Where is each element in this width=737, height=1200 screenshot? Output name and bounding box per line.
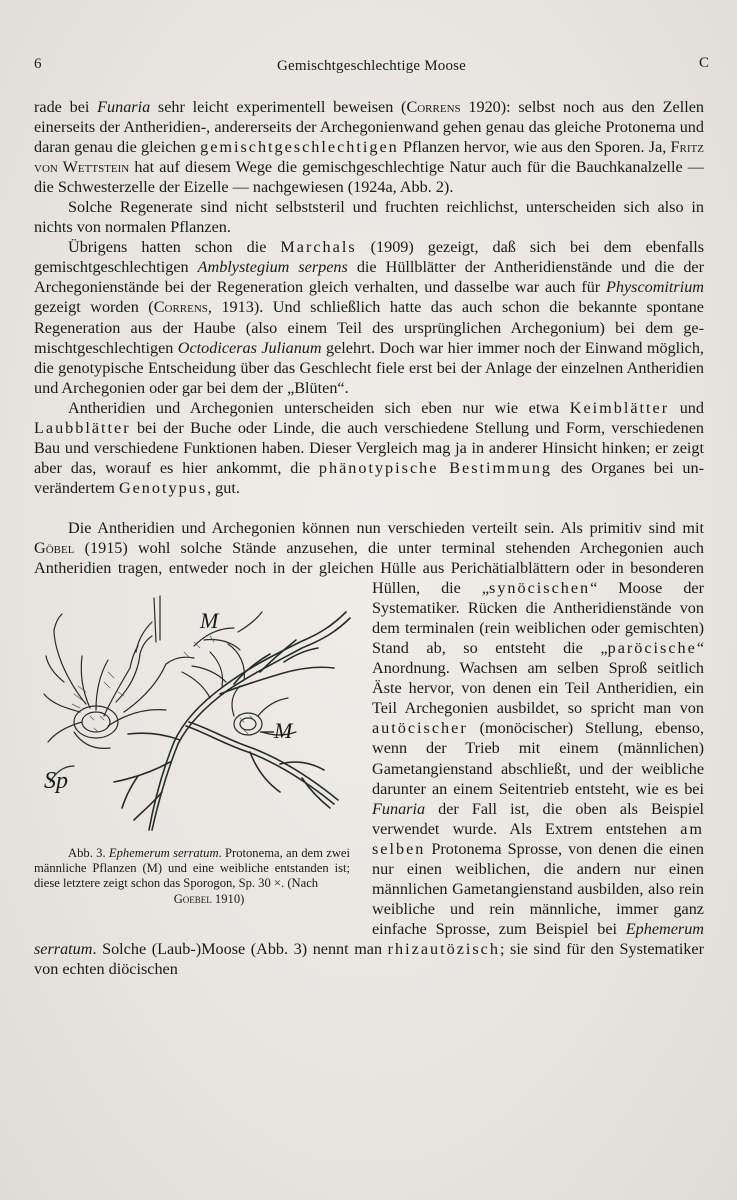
label-male-1: M [200,608,219,634]
genus-name: Funaria [97,98,151,116]
signature-mark: C [698,55,709,71]
text-run: gezeigt worden ( [34,298,154,317]
caption-author: Goebel [173,891,212,906]
spaced-term: gemischtgeschlechtigen [200,138,399,157]
text-run: “ Anordnung. Wachsen am selben Sproß seitlich Äste hervor, von denen ein Teil Antheridien, ein Teil Archegonien ausbildet, so spricht man von [372,639,704,718]
paragraph-3 [34,237,704,397]
text-run: (1915) wohl solche Stände anzusehen, die unter terminal stehenden Archegonien auch Antheridien tragen, entweder noch in der gleichen Hülle aus Perichätialblättern oder in besonderen Hüllen, die „ [34,538,704,598]
author-name: Marchals [280,238,357,257]
author-name: Göbel [34,538,75,557]
genus-name: Physcomitrium [605,278,704,297]
text-run: “ Moose der Systematiker. Rücken die Antheridienstände von dem terminalen (rein weiblichen oder gemischten) Stand ab, so entsteht die „ [372,579,704,658]
text-run: (1909) gezeigt, daß sich bei dem ebenfalls gemischtgeschlechtigen [34,238,704,277]
spaced-term: synöcischen [489,579,591,598]
moss-illustration [34,582,356,844]
text-run: bei der Buche oder Linde, die auch verschiedene Stellung und Form, verschiedenen Bau und verschiedene Funktionen haben. Dieser Vergleich mag ja in anderer Hinsicht hinken; er zeigt aber das, worauf es hier ankommt, die [34,418,704,477]
spaced-term: autöcischer [372,719,468,738]
caption-year: 1910) [211,891,245,906]
text-run: rade bei [34,98,98,116]
species-name: Amblystegium serpens [197,258,348,277]
caption-species: Ephemerum serratum [108,846,219,861]
text-run: Antheridien und Archegonien unterscheiden sich eben nur wie etwa [68,398,570,417]
author-name: Correns [406,98,461,116]
text-run: gelehrt. Doch war hier immer noch der Einwand möglich, die genotypische Entscheidung über das Geschlecht fiele erst bei der Anlage der einzelnen Antheridien und Archegonien oder gar bei dem der „Blüten“. [34,338,704,397]
spaced-term: Genotypus [118,478,208,497]
text-run: ; sie sind für den Systematiker von echten diöcischen [34,939,705,978]
paragraph-4 [34,398,704,498]
text-run: hat auf diesem Wege die gemischgeschlechtige Natur auch für die Bauchkanalzelle — die Schwesterzelle der Eizelle — nachgewiesen (1924a, Abb. 2). [34,158,704,197]
caption-text: . Protonema, an dem zwei männliche Pflanzen (M) und eine weibliche entstanden ist; diese letztere zeigt schon das Sporogon, Sp. 30 ×. (Nach [34,846,351,891]
author-name: Correns [153,298,208,317]
figure-caption [34,846,350,907]
spaced-term: Laubblätter [34,418,131,437]
text-run: . Solche (Laub-)Moose (Abb. 3) nennt man [92,939,388,958]
text-run: Die Antheridien und Archegonien können nun verschieden verteilt sein. Als primitiv sind mit [68,518,704,537]
paragraph-2: Solche Regenerate sind nicht selbststeril und fruchten reichlichst, unterscheiden sich also in nichts von normalen Pflanzen. [34,198,704,237]
text-run: der Fall ist, die oben als Beispiel verwendet wurde. Als Extrem entstehen [372,799,704,838]
caption-label: Abb. 3. [68,846,109,861]
text-run: die Hüllblätter der Antheridienstände und die der Archegonienstände bei der Regeneration gleich verhalten, und dasselbe war auch für [34,258,704,297]
spaced-term: phänotypische Bestimmung [318,458,553,477]
text-run: , gut. [207,478,240,497]
text-run: des Organes bei unverändertem [34,458,704,497]
running-title: Gemischtgeschlechtige Moose [276,58,467,74]
body-text [34,97,704,979]
page-header [34,50,709,74]
spaced-term: rhizautözisch [387,939,500,958]
text-run: 1920): selbst noch aus den Zellen einerseits der Antheridien-, andererseits der Archegonienwand gehen genau das gleiche Protonema und daran genau die gleichen [34,98,704,157]
spaced-term: am selben [372,819,704,858]
spaced-term: Keimblätter [569,398,670,417]
genus-name: Funaria [372,799,426,818]
species-name: Ephemerum serratum [34,919,704,958]
figure-abb-3 [34,582,356,937]
spaced-term: paröcische [607,639,697,658]
label-sporogon: Sp [44,768,68,795]
text-run: Protonema Sprosse, von denen die einen nur einen weiblichen, die andern nur einen männlichen Gametangienstand ausbilden, also rein weibliche und rein männliche, immer ganz einfache Sprosse, zum Beispiel bei [372,839,704,938]
label-male-2: M [274,718,293,744]
text-run: und [669,398,704,417]
text-run: , 1913). Und schließlich hatte das auch schon die bekannte spontane Regeneration aus der Haube (also einem Teil des ursprünglichen Archegonium) bei dem gemischtgeschlechtigen [34,298,704,357]
caption-last-line [34,892,350,907]
text-run: Pflanzen hervor, wie aus den Sporen. Ja, [398,138,671,157]
text-run: (monöcischer) Stellung, ebenso, wenn der Trieb mit einem (männlichen) Gametangienstand abschließt, und der weibliche darunter an einem Seitentrieb entsteht, wie es bei [372,719,704,798]
species-name: Octodiceras Julianum [177,338,322,357]
paragraph-1 [34,97,704,197]
author-name: Fritz von Wettstein [34,138,704,177]
text-run: Übrigens hatten schon die [68,238,281,257]
text-run: sehr leicht experimentell beweisen ( [150,98,407,116]
paragraph-5 [34,518,704,979]
page-number: 6 [34,56,42,72]
